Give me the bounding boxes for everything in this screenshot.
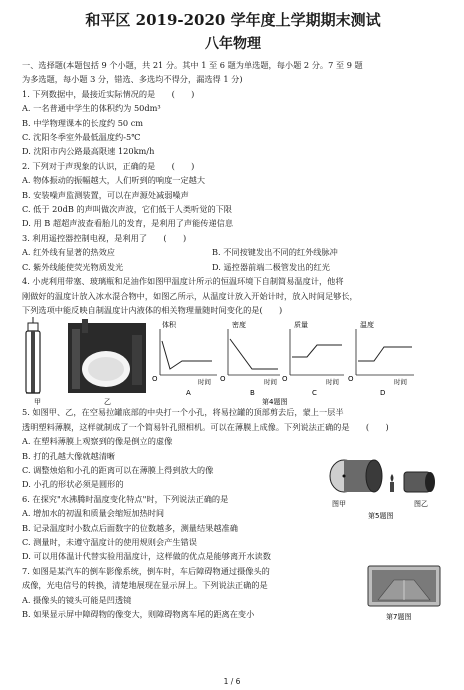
exam-title: 和平区 2019-2020 学年度上学期期末测试 — [85, 11, 381, 29]
candle-and-can-drawing — [390, 472, 435, 508]
section-instructions-line2: 为多选题，每小题 3 分，错选、多选均不得分，漏选得 1 分) — [22, 74, 243, 85]
q5-stem-line2: 透明塑料薄膜，这样就制成了一个简易针孔照相机。可以在薄膜上成像。下列说法正确的是 ( ) — [22, 421, 389, 432]
q1-option-b: B. 中学物理课本的长度约 50 cm — [22, 117, 144, 128]
graph-b-xlabel: 时间 — [264, 378, 277, 387]
q2-option-c: C. 低于 20dB 的声叫做次声波，它们低于人类听觉的下限 — [22, 204, 232, 215]
graph-b-letter: B — [250, 389, 255, 398]
graph-c — [282, 320, 344, 397]
graph-b-origin: O — [220, 375, 226, 384]
figure-5-drawing — [318, 442, 444, 520]
graph-a-xlabel: 时间 — [198, 378, 211, 387]
graph-d-origin: O — [348, 375, 354, 384]
graph-c-letter: C — [312, 389, 317, 398]
q2-option-d: D. 用 B 超超声波查看胎儿的发育，是利用了声能传递信息 — [22, 218, 234, 229]
q5-option-b: B. 打的孔越大像就越清晰 — [22, 450, 116, 461]
figure-5-caption: 第5题图 — [368, 512, 394, 521]
graph-d-xlabel: 时间 — [394, 378, 407, 387]
q6-option-a: A. 增加水的初温和质量会缩短加热时间 — [22, 508, 165, 519]
graph-c-origin: O — [282, 375, 288, 384]
q1-option-c: C. 沈阳冬季室外最低温度约-5℃ — [22, 132, 141, 143]
q3-option-a: A. 红外线有显著的热效应 — [22, 247, 115, 258]
figure-4-label-yi: 乙 — [104, 398, 111, 406]
section-instructions-line1: 一、选择题(本题包括 9 个小题，共 21 分。其中 1 至 6 题为单选题，每小题 2 分。7 至 9 题 — [22, 60, 363, 70]
q4-stem-line3: 下列选项中能反映自制温度计内液体的相关物理量随时间变化的是( ) — [22, 304, 283, 315]
figure-7-caption: 第7题图 — [386, 612, 412, 621]
figure-4-drawing — [22, 317, 444, 405]
q6-option-b: B. 记录温度时小数点后面数字的位数越多，测量结果越准确 — [22, 522, 238, 533]
q7-option-b: B. 如果显示屏中障碍物的像变大，则障碍物离车尾的距离在变小 — [22, 609, 255, 619]
ice-water-photo — [68, 319, 146, 393]
q4-stem-line1: 4. 小虎利用带塞、玻璃瓶和足油作如图甲温度计所示的恒温环境下自制简易温度计，他将 — [22, 276, 344, 287]
graph-a-origin: O — [152, 375, 158, 384]
q5-option-a: A. 在塑料薄膜上观察到的像是倒立的虚像 — [22, 436, 173, 447]
q7-stem-line2: 成像，光电信号的转换，清楚地展现在显示屏上。下列说法正确的是 — [22, 580, 268, 591]
q1-stem: 1. 下列数据中，最接近实际情况的是 ( ) — [22, 88, 195, 99]
q1-option-a: A. 一名普通中学生的体积约为 50dm³ — [22, 103, 161, 114]
q3-stem: 3. 利用遥控器控制电视，是利用了 ( ) — [22, 232, 187, 243]
q2-stem: 2. 下列对于声现象的认识，正确的是 ( ) — [22, 160, 195, 171]
q6-option-c: C. 测量时，未遵守温度计的使用规则会产生错误 — [22, 536, 197, 547]
q5-option-c: C. 调整烛焰和小孔的距离可以在薄膜上得到放大的像 — [22, 464, 214, 475]
graph-d-letter: D — [380, 389, 386, 398]
q7-stem-line1: 7. 如图是某汽车的倒车影像系统，倒车时，车后障碍物通过摄像头的 — [22, 565, 270, 576]
graph-a-ylabel: 体积 — [162, 321, 176, 330]
graph-b-ylabel: 密度 — [232, 321, 246, 330]
q7-option-a: A. 摄像头的镜头可能是凹透镜 — [22, 594, 132, 605]
q4-stem-line2: 刚做好的温度计放入冰水混合物中，如图乙所示，从温度计放入开始计时，放入时间足够长， — [22, 290, 358, 301]
q5-body — [22, 434, 444, 520]
q1-option-d: D. 沈阳市内公路最高限速 120km/h — [22, 146, 155, 157]
q3-options-ab — [22, 245, 444, 259]
q3-options-cd — [22, 260, 444, 274]
q5-stem-line1: 5. 如图甲、乙，在空易拉罐底部的中央打一个小孔，将易拉罐的顶部剪去后，蒙上一层半 — [22, 407, 344, 418]
q5-option-d: D. 小孔的形状必须是圆形的 — [22, 479, 124, 490]
exam-subtitle: 八年物理 — [205, 36, 261, 52]
graph-b — [220, 320, 280, 397]
figure-7-drawing — [364, 564, 444, 624]
q6-stem: 6. 在探究"水沸腾时温度变化特点"时，下列说法正确的是 — [22, 493, 229, 504]
q3-option-b: B. 不同按键发出不同的红外线脉冲 — [212, 247, 338, 258]
thermometer-flask-drawing — [26, 317, 40, 393]
q7-body — [22, 564, 444, 622]
graph-d — [348, 320, 414, 397]
figure-4 — [22, 317, 444, 405]
page-number: 1 / 6 — [223, 677, 241, 686]
graph-d-ylabel: 温度 — [360, 321, 374, 330]
pinhole-can-drawing — [330, 460, 382, 508]
figure-5-label-jia: 图甲 — [332, 500, 346, 509]
figure-4-label-jia: 甲 — [34, 398, 41, 406]
q6-option-d: D. 可以用体温计代替实验用温度计，这样做的优点是能够离开水读数 — [22, 551, 271, 562]
q3-option-d: D. 遥控器前端二极管发出的红光 — [212, 261, 330, 272]
graph-a-letter: A — [186, 389, 191, 398]
graph-a — [152, 320, 217, 397]
q3-option-c: C. 紫外线能使荧光物质发光 — [22, 261, 124, 272]
rear-camera-display-drawing — [368, 566, 440, 606]
graph-c-ylabel: 质量 — [294, 321, 308, 330]
q2-option-b: B. 安装噪声监测装置，可以在声源处减弱噪声 — [22, 189, 189, 200]
q2-option-a: A. 物体振动的振幅越大，人们听到的响度一定越大 — [22, 175, 206, 186]
graph-c-xlabel: 时间 — [326, 378, 339, 387]
figure-4-caption: 第4题图 — [262, 398, 288, 406]
figure-5-label-yi: 图乙 — [414, 500, 428, 509]
